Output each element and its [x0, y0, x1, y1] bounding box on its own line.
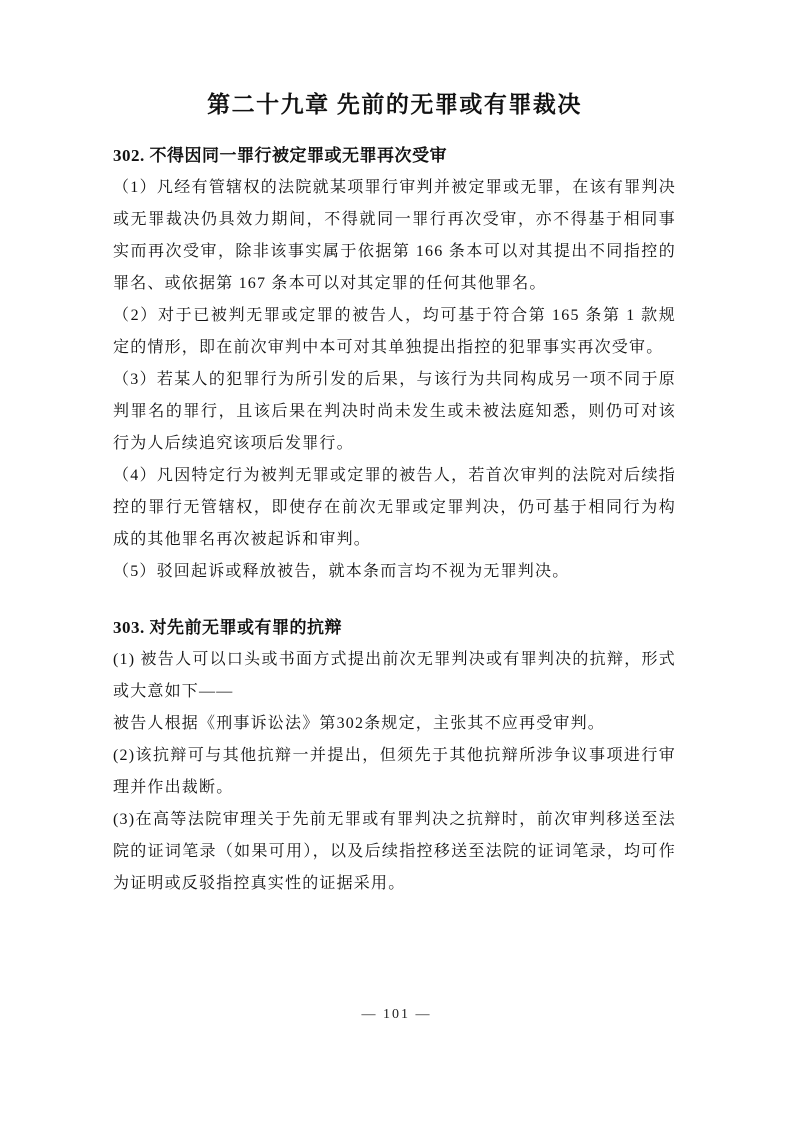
- section-303-paragraph-3: (2)该抗辩可与其他抗辩一并提出，但须先于其他抗辩所涉争议事项进行审理并作出裁断。: [113, 747, 676, 796]
- page-number: — 101 —: [361, 1007, 432, 1022]
- chapter-title: 第二十九章 先前的无罪或有罪裁决: [207, 92, 582, 117]
- section-303-paragraph-4: (3)在高等法院审理关于先前无罪或有罪判决之抗辩时，前次审判移送至法院的证词笔录（如果可用），以及后续指控移送至法院的证词笔录，均可作为证明或反驳指控真实性的证据采用。: [113, 811, 676, 892]
- section-302-paragraph-4: （4）凡因特定行为被判无罪或定罪的被告人，若首次审判的法院对后续指控的罪行无管辖权，即使存在前次无罪或定罪判决，仍可基于相同行为构成的其他罪名再次被起诉和审判。: [113, 467, 676, 548]
- section-302-paragraph-5: （5）驳回起诉或释放被告，就本条而言均不视为无罪判决。: [113, 563, 570, 580]
- section-302-paragraph-2: （2）对于已被判无罪或定罪的被告人，均可基于符合第 165 条第 1 款规定的情形，即在前次审判中本可对其单独提出指控的犯罪事实再次受审。: [113, 307, 676, 356]
- section-302-paragraph-3: （3）若某人的犯罪行为所引发的后果，与该行为共同构成另一项不同于原判罪名的罪行，且该后果在判决时尚未发生或未被法庭知悉，则仍可对该行为人后续追究该项后发罪行。: [113, 371, 676, 452]
- section-303: [113, 612, 676, 900]
- section-302-heading: 302. 不得因同一罪行被定罪或无罪再次受审: [113, 146, 447, 165]
- section-303-paragraph-1: (1) 被告人可以口头或书面方式提出前次无罪判决或有罪判决的抗辩，形式或大意如下——: [113, 651, 676, 700]
- section-303-paragraph-2: 被告人根据《刑事诉讼法》第302条规定，主张其不应再受审判。: [113, 715, 606, 732]
- section-303-heading: 303. 对先前无罪或有罪的抗辩: [113, 618, 342, 637]
- section-302-paragraph-1: （1）凡经有管辖权的法院就某项罪行审判并被定罪或无罪，在该有罪判决或无罪裁决仍具效力期间，不得就同一罪行再次受审，亦不得基于相同事实而再次受审，除非该事实属于依据第 166 条本可以对其提出不同指控的罪名、或依据第 167 条本可以对其定罪的任何其他罪名。: [113, 179, 676, 292]
- section-302: [113, 140, 676, 588]
